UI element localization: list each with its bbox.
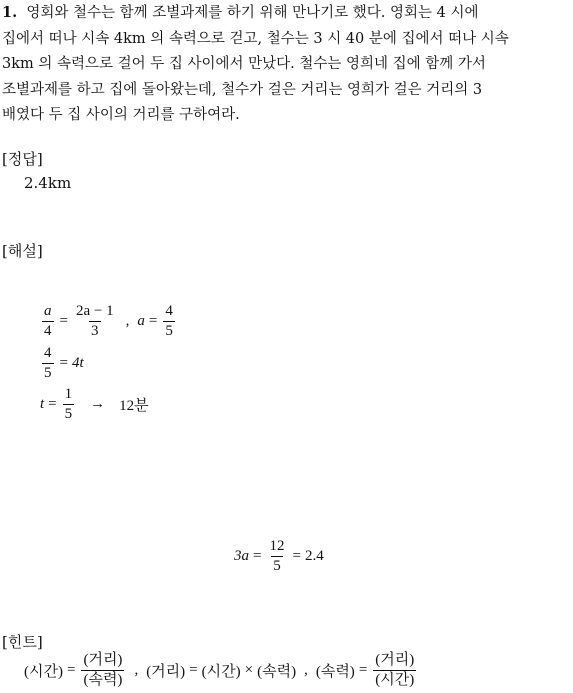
problem-line-4: 조별과제를 하고 집에 돌아왔는데, 철수가 걸은 거리는 영희가 걸은 거리의 3: [2, 81, 483, 98]
problem-line-5: 배였다 두 집 사이의 거리를 구하여라.: [2, 107, 240, 123]
equation-2: $\frac{4}{5}$ = 4t: [44, 345, 84, 381]
fraction: $\frac{4}{5}$: [44, 345, 52, 381]
fraction: $\frac{a}{4}$: [44, 303, 52, 339]
fraction: $\frac{2a - 1}{3}$: [75, 303, 114, 339]
problem-number: 1.: [2, 4, 18, 21]
equation-1: $\frac{a}{4}$ = $\frac{2a - 1}{3}$ , a = $\frac{4}{5}$: [44, 303, 173, 339]
answer-value: 2.4km: [24, 174, 72, 192]
hint-label: [힌트]: [2, 633, 43, 651]
explanation-label: [해설]: [2, 242, 43, 260]
fraction: $\frac{1}{5}$: [64, 386, 73, 422]
hint-formula: (시간) = $\frac{\text{(거리)}}{\text{(속력)}}$ , (거리) = (시간) × (속력) , (속력) = $\frac{\text{(거리)}}{\text{(시간)}}$: [24, 652, 415, 688]
equation-4: 3a = $\frac{12}{5}$ = 2.4: [234, 538, 324, 574]
fraction: $\frac{\text{(거리)}}{\text{(시간)}}$: [375, 652, 415, 688]
fraction: $\frac{\text{(거리)}}{\text{(속력)}}$: [83, 652, 123, 688]
arrow: →: [90, 396, 106, 412]
fraction: $\frac{12}{5}$: [269, 538, 285, 574]
equation-3: t = $\frac{1}{5}$ → 12분: [40, 386, 149, 422]
fraction: $\frac{4}{5}$: [165, 303, 173, 339]
problem-line-3: 3km 의 속력으로 걸어 두 집 사이에서 만났다. 철수는 영희네 집에 함께 가서: [2, 56, 486, 72]
problem-line-2: 집에서 떠나 시속 4km 의 속력으로 걷고, 철수는 3 시 40 분에 집에서 떠나 시속: [2, 30, 509, 47]
problem-line-1: 1. 영회와 철수는 함께 조별과제를 하기 위해 만나기로 했다. 영회는 4 시에: [2, 4, 479, 21]
answer-label: [정답]: [2, 150, 43, 168]
problem-text: [2, 0, 571, 129]
